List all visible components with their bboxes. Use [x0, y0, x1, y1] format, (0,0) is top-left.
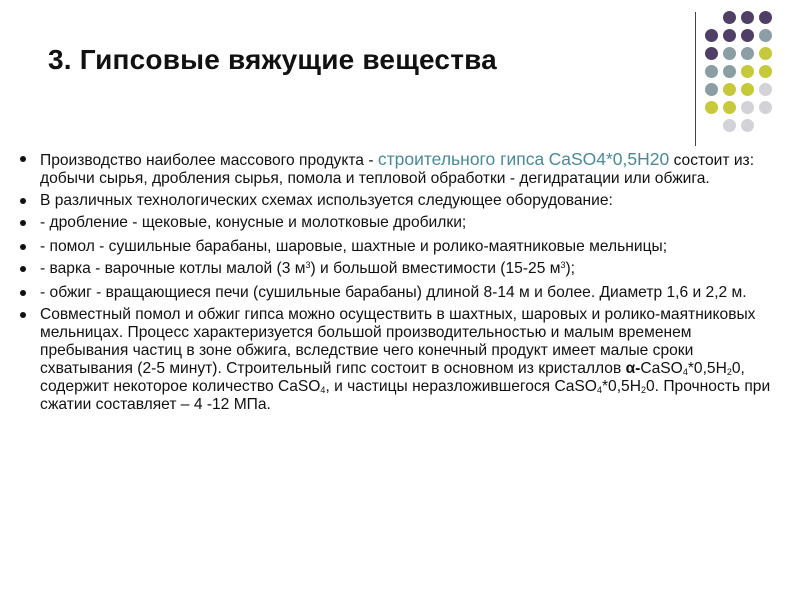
decorative-dot — [759, 47, 772, 60]
decorative-dot — [759, 83, 772, 96]
decorative-dot — [723, 47, 736, 60]
decorative-dot — [723, 101, 736, 114]
bullet-firing: - обжиг - вращающиеся печи (сушильные барабаны) длиной 8-14 м и более. Диаметр 1,6 и 2,2 м. — [20, 284, 780, 302]
bullet-boiling: - варка - варочные котлы малой (3 $м^3$) и большой вместимости (15-25 $м^3$); — [20, 260, 780, 278]
decorative-dot — [723, 119, 736, 132]
decorative-dot — [723, 83, 736, 96]
decorative-dot — [705, 29, 718, 42]
bullet-crushing: - дробление - щековые, конусные и молотковые дробилки; — [20, 214, 780, 232]
decorative-divider — [695, 12, 696, 146]
decorative-dot — [705, 83, 718, 96]
decorative-dot — [741, 119, 754, 132]
decorative-dot-grid — [705, 11, 777, 133]
decorative-dot — [741, 101, 754, 114]
decorative-dot — [723, 29, 736, 42]
highlight-formula: CaSO4*0,5H20 — [548, 149, 670, 169]
decorative-dot — [759, 11, 772, 24]
bullet-production: Производство наиболее массового продукта - строительного гипса CaSO4*0,5H20 состоит из: добычи сырья, дробления сырья, помола и тепловой обработки - дегидратации или обжига. — [20, 150, 780, 188]
decorative-dot — [759, 65, 772, 78]
decorative-dot — [723, 11, 736, 24]
decorative-dot — [759, 29, 772, 42]
decorative-dot — [741, 83, 754, 96]
decorative-dot — [705, 65, 718, 78]
bullet-joint-grinding: Совместный помол и обжиг гипса можно осуществить в шахтных, шаровых и ролико-маятниковых мельницах. Процесс характеризуется большой производительностью и малым временем пребывания частиц в зоне обжига, вследствие чего конечный продукт имеет малые сроки схватывания (2-5 минут). Строительный гипс состоит в основном из кристаллов $\alpha-CaSO_4*0,5H_20$, содержит некоторое количество CaSO$_4$, и частицы неразложившегося $CaSO_4*0,5H_20$. Прочность при сжатии составляет – 4 -12 МПа. — [20, 306, 780, 414]
decorative-dot — [741, 11, 754, 24]
decorative-dot — [723, 65, 736, 78]
alpha-symbol: α- — [625, 360, 641, 377]
highlight-gypsum: строительного гипса — [377, 149, 545, 169]
decorative-dot — [741, 65, 754, 78]
decorative-dot — [705, 101, 718, 114]
decorative-dot — [741, 47, 754, 60]
bullet-equipment-intro: В различных технологических схемах используется следующее оборудование: — [20, 192, 780, 210]
decorative-dot — [759, 101, 772, 114]
decorative-dot — [741, 29, 754, 42]
bullet-grinding: - помол - сушильные барабаны, шаровые, шахтные и ролико-маятниковые мельницы; — [20, 238, 780, 256]
decorative-dot — [705, 47, 718, 60]
slide-title: 3. Гипсовые вяжущие вещества — [48, 44, 497, 75]
bullet-list — [20, 150, 780, 418]
